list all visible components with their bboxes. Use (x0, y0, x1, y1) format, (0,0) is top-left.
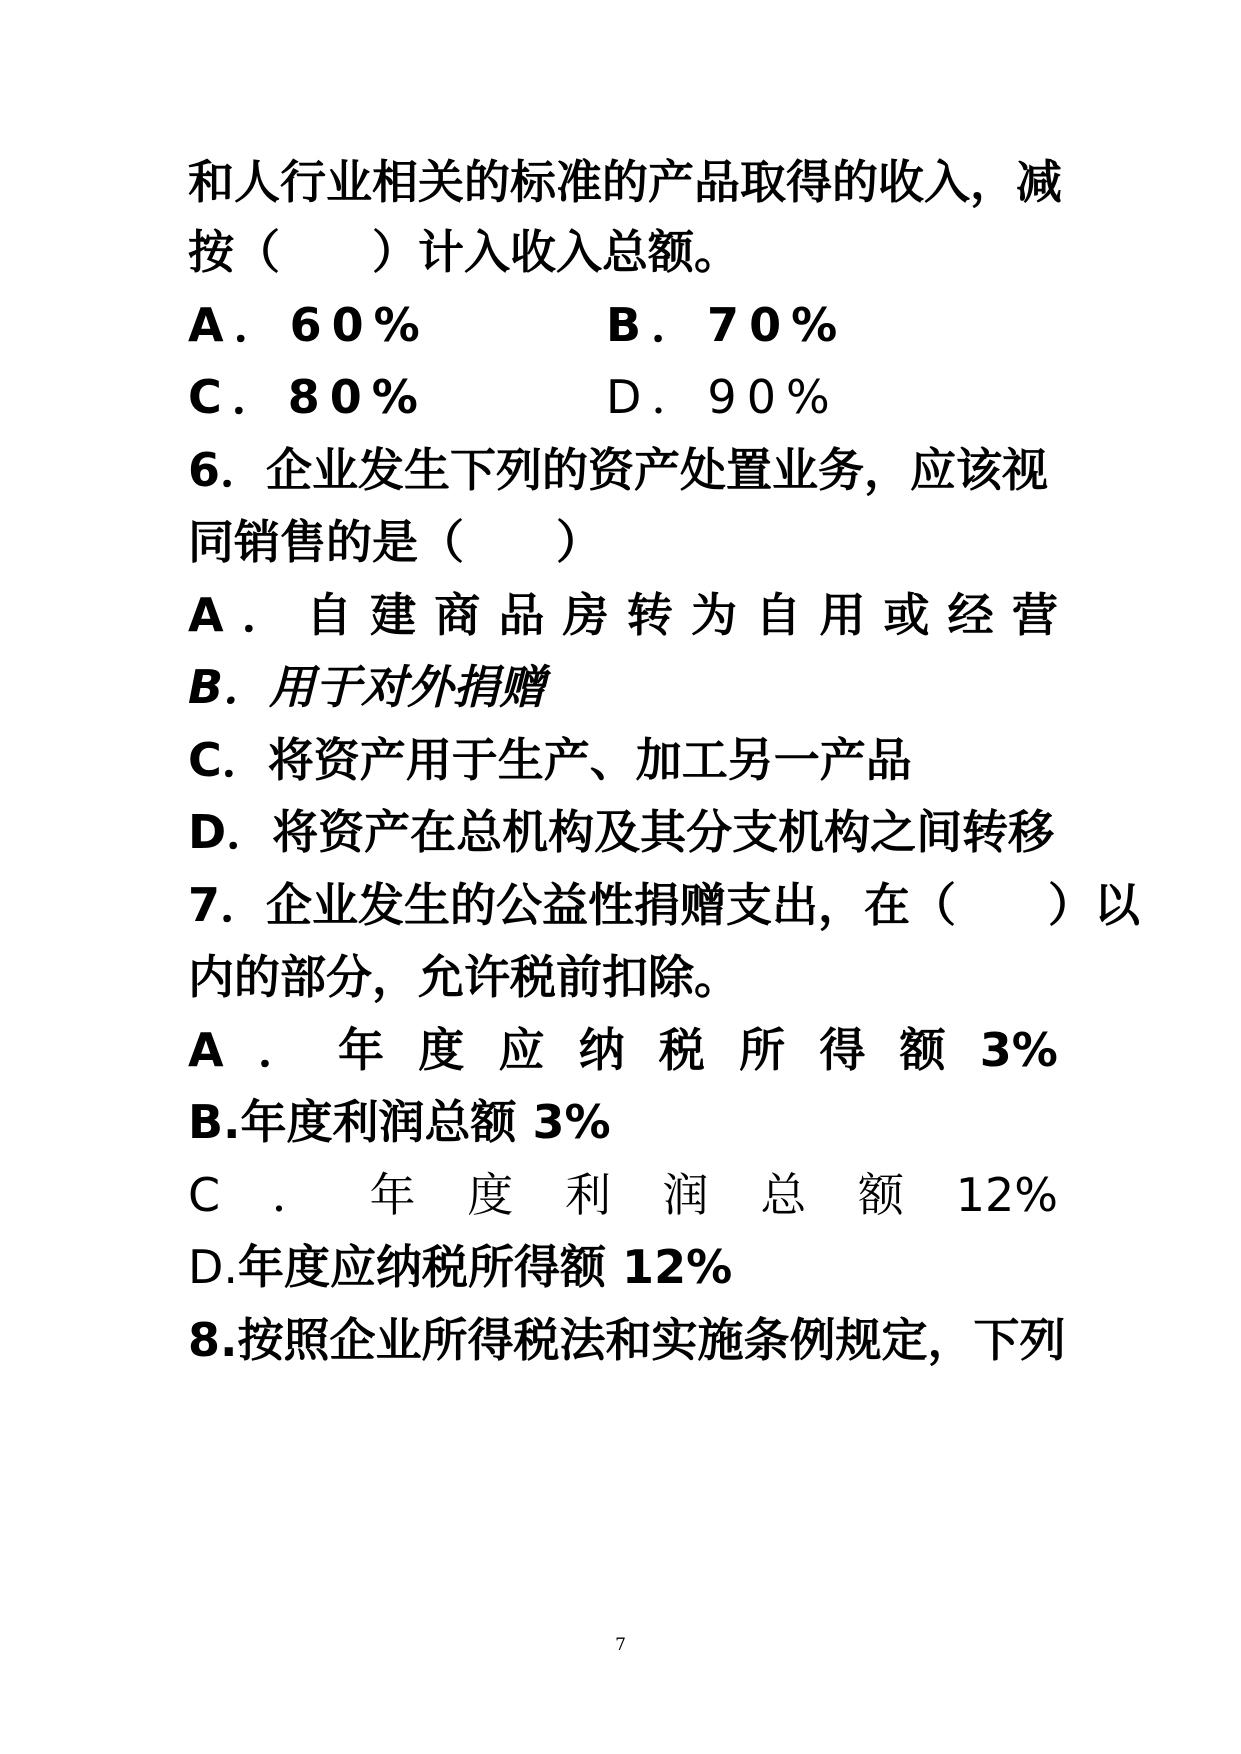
q7-option-c: C ． 年 度 利 润 总 额 12% (188, 1168, 1058, 1222)
q7-stem-line-2: 内的部分，允许税前扣除。 (188, 950, 740, 1004)
text-line-2: 按（ ）计入收入总额。 (188, 225, 740, 279)
q7-option-b: B.年度利润总额 3% (188, 1095, 611, 1149)
q6-option-a: A ． 自 建 商 品 房 转 为 自 用 或 经 营 (188, 588, 1058, 642)
q6-stem-line-1: 6．企业发生下列的资产处置业务，应该视 (188, 443, 1049, 497)
q7-option-d-prefix: D. (188, 1240, 239, 1294)
page-number: 7 (615, 1635, 626, 1655)
q5-options-cd (188, 367, 1058, 427)
q7-option-d-text: 年度应纳税所得额 12% (238, 1240, 733, 1294)
q5-option-a: A．60% (188, 298, 430, 352)
q6-option-c: C．将资产用于生产、加工另一产品 (188, 733, 912, 787)
q6-stem-line-2: 同销售的是（ ） (188, 515, 602, 569)
q8-stem-line-1: 8.按照企业所得税法和实施条例规定，下列 (188, 1313, 1066, 1367)
q6-option-b: B．用于对外捐赠 (188, 660, 546, 714)
q7-option-d (188, 1237, 1058, 1297)
q5-options-ab (188, 295, 1058, 355)
text-line-1: 和人行业相关的标准的产品取得的收入，减 (188, 155, 1062, 209)
q6-option-d: D．将资产在总机构及其分支机构之间转移 (188, 805, 1055, 859)
q5-option-b: B．70% (606, 298, 848, 352)
q7-option-a: A ． 年 度 应 纳 税 所 得 额 3% (188, 1023, 1058, 1077)
q7-stem-line-1: 7．企业发生的公益性捐赠支出，在（ ）以 (188, 878, 1141, 932)
q5-option-c: C．80% (188, 370, 428, 424)
q5-option-d: D．90% (606, 370, 840, 424)
